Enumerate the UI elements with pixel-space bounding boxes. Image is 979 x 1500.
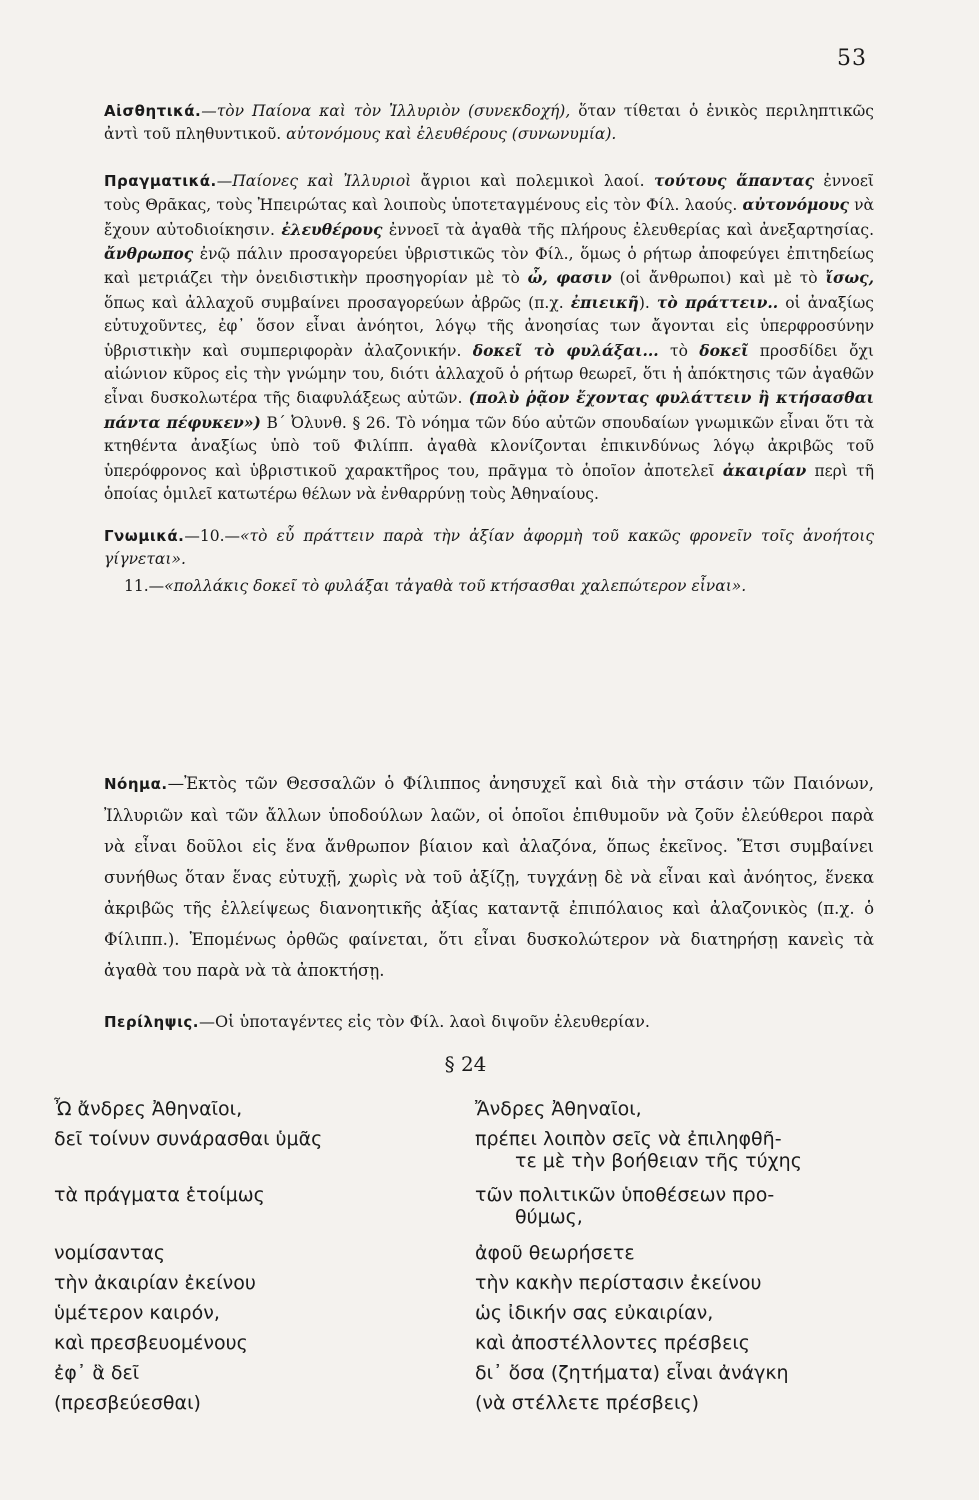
translated-text	[475, 1332, 895, 1354]
gnomika-number: —10.—	[184, 526, 241, 545]
original-text: καὶ πρεσβευομένους	[54, 1332, 248, 1354]
pragmatika-text: νὰ ἔχουν αὐτοδιοίκησιν.	[104, 196, 874, 239]
gnomika-number: 11.—	[124, 577, 165, 596]
translated-line: ὡς ἰδικήν σας εὐκαιρίαν,	[475, 1302, 714, 1324]
pragmatika-text: οἱ ἀναξίως εὐτυχοῦντες, ἐφ᾽ ὅσον εἶναι ἀνόητοι, λόγῳ τῆς ἀνοησίας των ἄγονται εἰς ὑπερφροσύνην ὑβριστικὴν καὶ συμπεριφορὰν ἀλαζονικήν.	[104, 293, 874, 360]
section-heading	[0, 1052, 979, 1076]
pragmatika-text: ἀκαιρίαν	[722, 460, 807, 480]
gnomika-quote: «τὸ εὖ πράττειν παρὰ τὴν ἀξίαν ἀφορμὴ τοῦ κακῶς φρονεῖν τοῖς ἀνοήτοις γίγνεται».	[104, 526, 874, 568]
translated-line: πρέπει λοιπὸν σεῖς νὰ ἐπιληφθῆ-	[475, 1128, 782, 1150]
commentary-section	[104, 100, 874, 617]
aisthetika-text: ὅταν τίθεται ὁ ἑνικὸς περιληπτικῶς ἀντὶ τοῦ πληθυντικοῦ.	[104, 102, 874, 144]
gnomika-quote: «πολλάκις δοκεῖ τὸ φυλάξαι τἀγαθὰ τοῦ κτήσασθαι χαλεπώτερον εἶναι».	[164, 577, 747, 596]
noima-paragraph	[104, 768, 874, 986]
pragmatika-text: (οἱ ἄνθρωποι) καὶ μὲ τὸ	[611, 269, 826, 288]
gnomika-label: Γνωμικά.	[104, 526, 185, 545]
aisthetika-paragraph	[104, 100, 874, 147]
translated-continuation: τε μὲ τὴν βοήθειαν τῆς τύχης	[515, 1150, 802, 1172]
translated-continuation: θύμως,	[515, 1206, 583, 1228]
perilipsi-label: Περίληψις.	[104, 1013, 199, 1031]
pragmatika-text: ἴσως,	[825, 268, 874, 288]
translated-text	[475, 1098, 895, 1120]
pragmatika-text: ἄγριοι καὶ πολεμικοὶ λαοί.	[411, 171, 654, 190]
pragmatika-text: —Παίονες καὶ Ἰλλυριοὶ	[216, 171, 412, 190]
gnomika-paragraph	[104, 525, 874, 572]
translated-line: τῶν πολιτικῶν ὑποθέσεων προ-	[475, 1184, 775, 1206]
pragmatika-paragraph	[104, 169, 874, 507]
pragmatika-text: ἐλευθέρους	[281, 219, 383, 239]
noima-label: Νόημα.	[104, 775, 168, 793]
pragmatika-text: ἐνῷ πάλιν προσαγορεύει ὑβριστικῶς τὸν Φίλ., ὅμως ὁ ρήτωρ ἀποφεύγει ἐπιτηδείως καὶ μετριάζει τὴν ὀνειδιστικὴν προσηγορίαν μὲ τὸ	[104, 245, 874, 288]
pragmatika-text: τὸ	[658, 341, 700, 360]
page-number: 53	[837, 46, 867, 71]
translated-line: Ἄνδρες Ἀθηναῖοι,	[475, 1098, 642, 1120]
translated-text	[475, 1184, 895, 1228]
pragmatika-text: τὸ πράττειν..	[656, 292, 779, 312]
original-text: ὑμέτερον καιρόν,	[54, 1302, 220, 1324]
noima-text: —Ἐκτὸς τῶν Θεσσαλῶν ὁ Φίλιππος ἀνησυχεῖ καὶ διὰ τὴν στάσιν τῶν Παιόνων, Ἰλλυριῶν καὶ τῶν ἄλλων ὑποδούλων λαῶν, οἱ ὁποῖοι ἐπιθυμοῦν νὰ ζοῦν ἐλεύθεροι παρὰ νὰ εἶναι δοῦλοι εἰς ἕνα ἄνθρωπον βίαιον καὶ ἀλαζόνα, ὅπως ἐκεῖνος. Ἔτσι συμβαίνει συνήθως ὅταν ἕνας εὐτυχῇ, χωρὶς νὰ τοῦ ἀξίζῃ, τυγχάνῃ δὲ νὰ εἶναι καὶ ἀνόητος, ἕνεκα ἀκριβῶς τῆς ἐλλείψεως διανοητικῆς ἀξίας καταντᾷ ἐπιπόλαιος καὶ ἀλαζονικὸς (π.χ. ὁ Φίλιππ.). Ἑπομένως ὀρθῶς φαίνεται, ὅτι εἶναι δυσκολώτερον νὰ διατηρήσῃ κανεὶς τὰ ἀγαθὰ του παρὰ νὰ τὰ ἀποκτήσῃ.	[104, 774, 874, 980]
translated-line: καὶ ἀποστέλλοντες πρέσβεις	[475, 1332, 750, 1354]
original-text: τὴν ἀκαιρίαν ἐκείνου	[54, 1272, 256, 1294]
pragmatika-text: ἐννοεῖ τὰ ἀγαθὰ τῆς πλήρους ἐλευθερίας καὶ ἀνεξαρτησίας.	[382, 220, 874, 239]
pragmatika-text: προσδίδει ὄχι αἰώνιον κῦρος εἰς τὴν γνώμην του, διότι ἀλλαχοῦ ὁ ρήτωρ θεωρεῖ, ὅτι ἡ ἀπόκτησις τῶν ἀγαθῶν εἶναι δυσκολωτέρα τῆς διαφυλάξεως αὐτῶν.	[104, 341, 874, 408]
translated-line: (νὰ στέλλετε πρέσβεις)	[475, 1392, 700, 1414]
original-text: ἐφ᾽ ἃ δεῖ	[54, 1362, 140, 1384]
translated-text	[475, 1242, 895, 1264]
pragmatika-label: Πραγματικά.	[104, 171, 217, 190]
pragmatika-text: δοκεῖ τὸ φυλάξαι...	[472, 340, 659, 360]
aisthetika-label: Αἰσθητικά.	[104, 102, 202, 120]
pragmatika-text: ).	[638, 293, 657, 312]
section-number: § 24	[444, 1052, 487, 1076]
translated-text	[475, 1128, 895, 1172]
translated-text	[475, 1302, 895, 1324]
original-text: (πρεσβεύεσθαι)	[54, 1392, 201, 1414]
translated-line: τὴν κακὴν περίστασιν ἐκείνου	[475, 1272, 762, 1294]
aisthetika-text: αὐτονόμους καὶ ἐλευθέρους (συνωνυμία).	[286, 125, 617, 144]
translated-text	[475, 1362, 895, 1384]
pragmatika-text: ἐννοεῖ τοὺς Θρᾶκας, τοὺς Ἠπειρώτας καὶ λοιποὺς ὑποτεταγμένους εἰς τὸν Φίλ. λαούς.	[104, 171, 874, 215]
pragmatika-text: αὐτονόμους	[742, 195, 849, 215]
pragmatika-text: περὶ τῆ ὁποίας ὁμιλεῖ κατωτέρω θέλων νὰ ἐνθαρρύνῃ τοὺς Ἀθηναίους.	[104, 461, 874, 504]
translated-line: ἀφοῦ θεωρήσετε	[475, 1242, 635, 1264]
original-text: τὰ πράγματα ἑτοίμως	[54, 1184, 265, 1206]
original-text: Ὦ ἄνδρες Ἀθηναῖοι,	[54, 1098, 243, 1120]
perilipsi-paragraph	[104, 1010, 874, 1034]
translated-line: δι᾽ ὅσα (ζητήματα) εἶναι ἀνάγκη	[475, 1362, 789, 1384]
perilipsi-text: —Οἱ ὑποταγέντες εἰς τὸν Φίλ. λαοὶ διψοῦν ἐλευθερίαν.	[199, 1012, 650, 1031]
pragmatika-text: ἄνθρωπος	[104, 244, 194, 264]
pragmatika-text: δοκεῖ	[699, 340, 749, 360]
gnomika-paragraph	[104, 575, 874, 598]
original-text: δεῖ τοίνυν συνάρασθαι ὑμᾶς	[54, 1128, 323, 1150]
translated-text	[475, 1272, 895, 1294]
aisthetika-text: —τὸν Παίονα καὶ τὸν Ἰλλυριὸν (συνεκδοχή),	[201, 102, 571, 120]
original-text: νομίσαντας	[54, 1242, 166, 1264]
pragmatika-text: ὅπως καὶ ἀλλαχοῦ συμβαίνει προσαγορεύων ἀβρῶς (π.χ.	[104, 293, 571, 312]
pragmatika-text: ἐπιεικῆ	[570, 292, 639, 312]
pragmatika-text: Β΄ Ὀλυνθ. § 26. Τὸ νόημα τῶν δύο αὐτῶν σπουδαίων γνωμικῶν εἶναι ὅτι τὰ κτηθέντα ἀναξίως ὑπὸ τοῦ Φιλίππ. ἀγαθὰ κλονίζονται ἐπικινδύνως λόγῳ ἀκριβῶς τοῦ ὑπερόφρονος καὶ ὑβριστικοῦ χαρακτῆρος του, πρᾶγμα τὸ ὁποῖον ἀποτελεῖ	[104, 413, 874, 480]
pragmatika-text: τούτους ἅπαντας	[653, 170, 815, 190]
translated-text	[475, 1392, 895, 1414]
pragmatika-text: (πολὺ ῥᾷον ἔχοντας φυλάττειν ἢ κτήσασθαι πάντα πέφυκεν»)	[104, 388, 874, 432]
pragmatika-text: ὦ, φασιν	[527, 268, 612, 288]
